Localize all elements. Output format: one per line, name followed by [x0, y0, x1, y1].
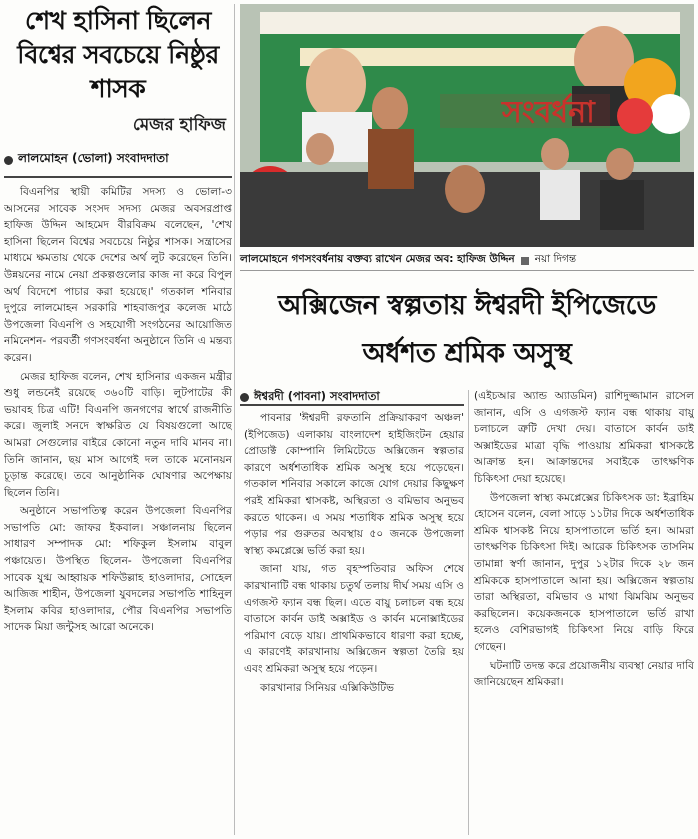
right-paragraph: জানা যায়, গত বৃহস্পতিবার অফিস শেষে কারখানাটি বন্ধ থাকায় চতুর্থ তলায় দীর্ঘ সময় এসি ও এগজস্ট ফ্যান বন্ধ ছিল। এতে বায়ু চলাচল বন্ধ হয়ে বাতাসে কার্বন ডাই অক্সাইড ও কার্বন মনোক্সাইডের পরিমাণ বেড়ে যায়। প্রাথমিকভাবে ধারণা করা হচ্ছে, এ কারণেই কারখানায় অক্সিজেন স্বল্পতা তৈরি হয় এবং শ্রমিকরা অসুস্থ হয়ে পড়েন।: [244, 563, 464, 675]
right-dateline: ঈশ্বরদী (পাবনা) সংবাদদাতা: [254, 389, 380, 403]
column-divider: [234, 4, 235, 835]
right-body-col2: [474, 388, 694, 835]
bullet-icon: [240, 393, 249, 402]
right-paragraph: কারখানার সিনিয়র এক্সিকিউটিভ: [260, 681, 395, 694]
right-headline: [240, 282, 694, 378]
caption-text: লালমোহনে গণসংবর্ধনায় বক্তব্য রাখেন মেজর অব: হাফিজ উদ্দিন: [240, 253, 515, 265]
left-speaker: মেজর হাফিজ: [132, 115, 226, 135]
caption-credit: নয়া দিগন্ত: [534, 253, 577, 265]
left-paragraph: মেজর হাফিজ বলেন, শেখ হাসিনার একজন মন্ত্রীর শুধু লন্ডনেই রয়েছে ৩৬০টি বাড়ি। লুটপাটের কী ভয়াবহ চিত্র এটি! বিএনপি জনগণের স্বার্থে রাজনীতি করে। জুলাই সনদে স্বাক্ষরিত যে বিষয়গুলো আছে আমরা সেগুলোর বাইরে কোনো নতুন দাবি মানব না। তিনি জানান, ছয় মাস আগেই দল তাকে মনোনয়ন চূড়ান্ত করেছে। তবে আনুষ্ঠানিক ঘোষণার অপেক্ষায় ছিলেন তিনি।: [4, 370, 232, 499]
right-paragraph: উপজেলা স্বাস্থ্য কমপ্লেক্সের চিকিৎসক ডা: ইব্রাহিম হোসেন বলেন, বেলা সাড়ে ১১টার দিকে অর্ধশতাধিক শ্রমিক শ্বাসকষ্ট নিয়ে হাসপাতালে ভর্তি হন। আমরা তাৎক্ষণিক চিকিৎসা দিই। আরেক চিকিৎসক তাসনিম তামান্না স্বর্ণা জানান, দুপুর ১২টার দিকে ২৮ জন শ্রমিককে হাসপাতালে আনা হয়। অক্সিজেন স্বল্পতায় তারা অস্থিরতা, বমিভাব ও মাথা ঝিমঝিম অনুভব করছিলেন। কয়েকজনকে হাসপাতালে ভর্তি রাখা হলেও বেশিরভাগই চিকিৎসা নিয়ে বাড়ি ফিরে গেছেন।: [474, 491, 694, 653]
right-headline-line1: অক্সিজেন স্বল্পতায় ঈশ্বরদী ইপিজেডে: [278, 290, 656, 321]
event-photo-illustration: [240, 4, 694, 247]
banner-text: সংবর্ধনা: [502, 95, 595, 130]
right-paragraph: পাবনার 'ঈশ্বরদী রফতানি প্রক্রিয়াকরণ অঞ্চল' (ইপিজেড) এলাকায় বাংলাদেশ হাইজিংটন হেয়ার প্রোডাক্ট কোম্পানি লিমিটেডে অক্সিজেন স্বল্পতার কারণে অর্ধশতাধিক শ্রমিক অসুস্থ হয়ে পড়েছেন। গতকাল শনিবার সকালে কাজে যোগ দেয়ার কিছুক্ষণ পরই শ্রমিকরা শ্বাসকষ্ট, অস্থিরতা ও বমিভাব অনুভব করতে থাকেন। এ সময় শতাধিক শ্রমিক অসুস্থ হয়ে পড়ার পর গুরুতর অবস্থায় ৫০ জনকে উপজেলা স্বাস্থ্য কমপ্লেক্সে ভর্তি করা হয়।: [244, 412, 464, 557]
event-photo: [240, 4, 694, 247]
left-paragraph: বিএনপির স্থায়ী কমিটির সদস্য ও ভোলা-৩ আসনের সাবেক সংসদ সদস্য মেজর অবসরপ্রাপ্ত হাফিজ উদ্দিন আহমেদ বীরবিক্রম বলেছেন, 'শেখ হাসিনা ছিলেন বিশ্বের সবচেয়ে নিষ্ঠুর শাসক। সন্ত্রাসের মাধ্যমে ক্ষমতায় থেকে দেশের অর্থ লুট করেছেন তিনি। উন্নয়নের নামে নেয়া প্রকল্পগুলোর কাজ না করে বিপুল অর্থ বিদেশে পাচার করা হয়েছে।' গতকাল শনিবার দুপুরে লালমোহন সরকারি শাহবাজপুর কলেজ মাঠে উপজেলা বিএনপি ও সহযোগী সংগঠনের আয়োজিত নমিনেশন- পরবর্তী গণসংবর্ধনা অনুষ্ঠানে তিনি এ মন্তব্য করেন।: [4, 186, 232, 364]
right-headline-line2: অর্ধশত শ্রমিক অসুস্থ: [362, 338, 572, 369]
left-dateline: লালমোহন (ভোলা) সংবাদদাতা: [18, 151, 169, 165]
right-paragraph: (এইচআর অ্যান্ড অ্যাডমিন) রাশিদুজ্জামান রাসেল জানান, এসি ও এগজস্ট ফ্যান বন্ধ থাকায় বায়ু চলাচলে ত্রুটি দেখা দেয়। বাতাসে কার্বন ডাই অক্সাইডের মাত্রা বৃদ্ধি পাওয়ায় শ্রমিকরা শ্বাসকষ্টে আক্রান্ত হন। আক্রান্তদের সবাইকে তাৎক্ষণিক চিকিৎসা দেয়া হয়েছে।: [474, 390, 694, 485]
column-divider: [468, 390, 469, 835]
left-body: [4, 184, 232, 636]
right-body-col1: [244, 410, 464, 835]
left-paragraph: অনুষ্ঠানে সভাপতিত্ব করেন উপজেলা বিএনপির সভাপতি মো: জাফর ইকবাল। সঞ্চালনায় ছিলেন সাধারণ সম্পাদক মো: শফিকুল ইসলাম বাবুল পঞ্চায়েত। উপস্থিত ছিলেন- উপজেলা বিএনপির সাবেক যুগ্ম আহ্বায়ক শফিউল্লাহ হাওলাদার, সোহেল আজিজ শাহীন, উপজেলা যুবদলের সভাপতি শাহিনুল ইসলাম কবির হাওলাদার, পৌর বিএনপির সভাপতি সাদেক মিয়া জন্টুসহ আরো অনেকে।: [4, 505, 232, 634]
right-rule: [240, 404, 464, 406]
bullet-icon: [4, 156, 13, 165]
left-headline: শেখ হাসিনা ছিলেন বিশ্বের সবচেয়ে নিষ্ঠুর শাসক: [17, 6, 219, 103]
right-paragraph: ঘটনাটি তদন্ত করে প্রয়োজনীয় ব্যবস্থা নেয়ার দাবি জানিয়েছেন শ্রমিকরা।: [474, 659, 694, 689]
left-article: [4, 4, 232, 835]
left-rule: [4, 176, 232, 178]
square-bullet-icon: [521, 257, 529, 265]
left-dateline-row: [4, 150, 232, 170]
photo-caption: [240, 251, 694, 271]
